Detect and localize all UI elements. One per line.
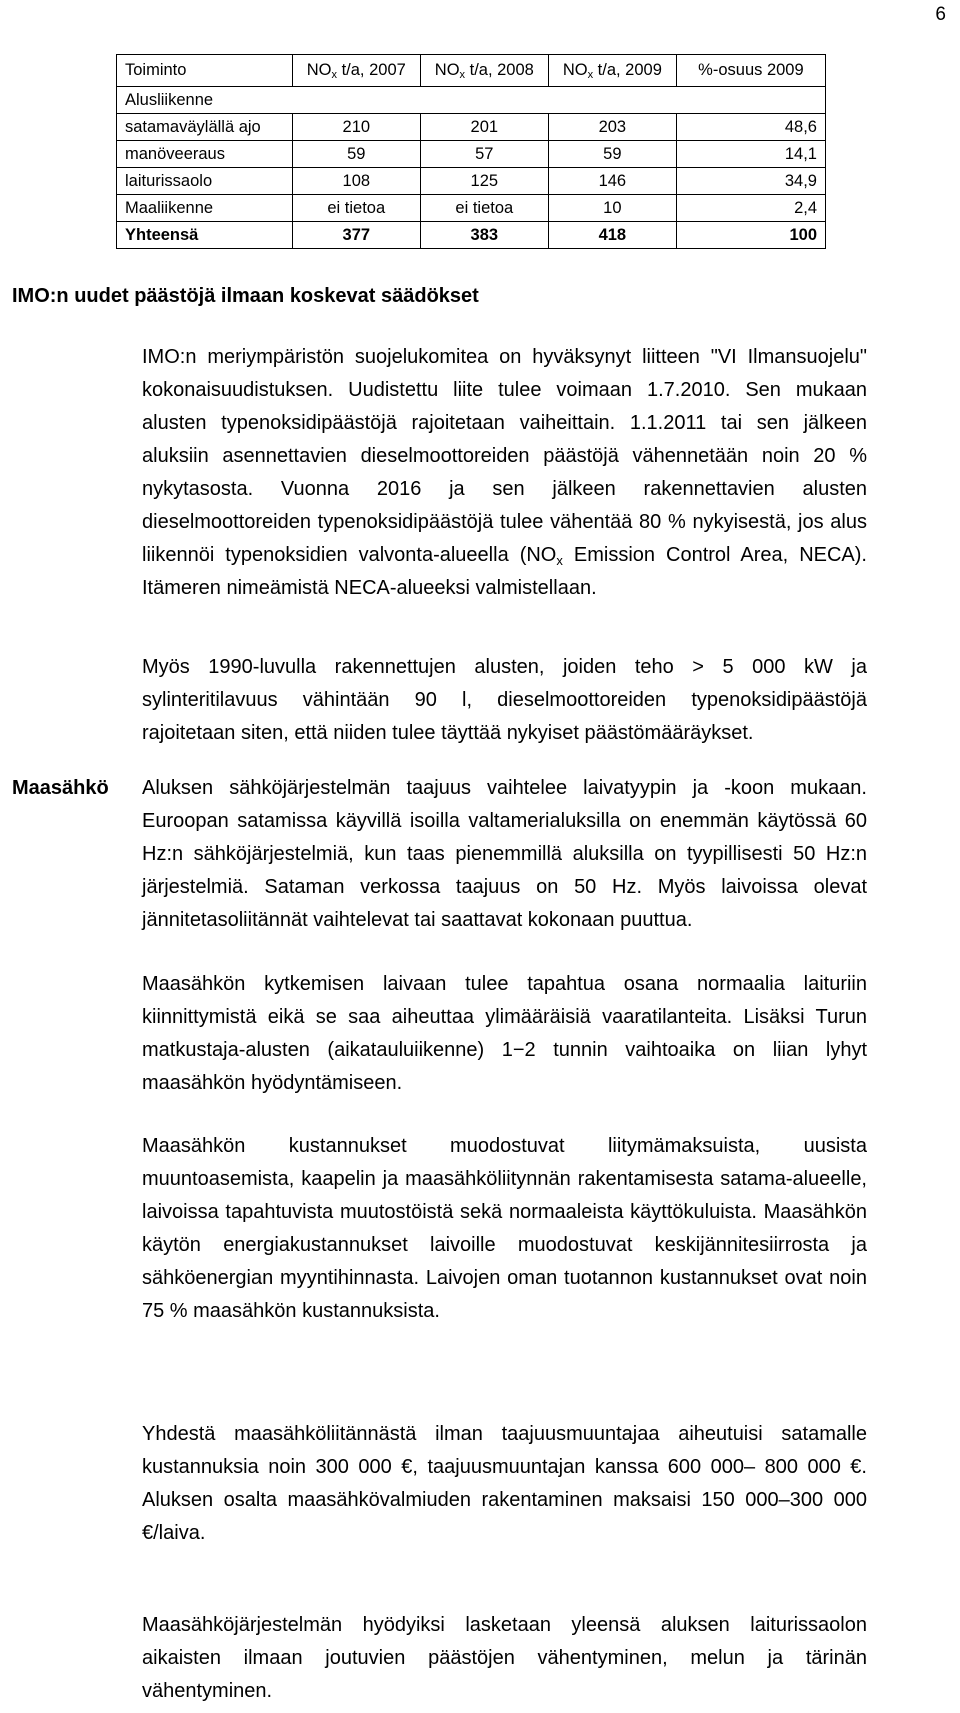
header-nox-2008: $NO_x$ t/a, 2008 <box>420 55 548 87</box>
side-label-maasahko: Maasähkö <box>12 777 109 799</box>
emissions-table <box>116 54 826 249</box>
header-nox-2009: $NO_x$ t/a, 2009 <box>548 55 676 87</box>
header-share-2009: %-osuus 2009 <box>676 55 825 87</box>
table-row: laiturissaolo 108 125 146 34,9 <box>117 168 826 195</box>
table-row: satamaväylällä ajo 210 201 203 48,6 <box>117 114 826 141</box>
table-header-row <box>117 55 826 87</box>
paragraph-benefits: Maasähköjärjestelmän hyödyiksi lasketaan yleensä aluksen laiturissaolon aikaisten ilmaan joutuvien päästöjen vähentyminen, melun ja tärinän vähentyminen. <box>142 1614 867 1702</box>
page-number: 6 <box>935 4 946 25</box>
table-group-row <box>117 87 826 114</box>
section-heading: IMO:n uudet päästöjä ilmaan koskevat säädökset <box>12 285 479 307</box>
paragraph-price: Yhdestä maasähköliitännästä ilman taajuusmuuntajaa aiheutuisi satamalle kustannuksia noin 300 000 €, taajuusmuuntajan kanssa 600 000– 800 000 €. Aluksen osalta maasähkövalmiuden rakentaminen maksaisi 150 000–300 000 €/laiva. <box>142 1423 867 1544</box>
group-label: Alusliikenne <box>117 87 293 114</box>
table-row: manöveeraus 59 57 59 14,1 <box>117 141 826 168</box>
paragraph-connection: Maasähkön kytkemisen laivaan tulee tapahtua osana normaalia laituriin kiinnittymistä eikä se saa aiheuttaa ylimääräisiä vaaratilanteita. Lisäksi Turun matkustaja-alusten (aikatauluiikenne) 1−2 tunnin vaihtoaika on liian lyhyt maasähkön hyödyntämiseen. <box>142 973 867 1094</box>
paragraph-frequency: Aluksen sähköjärjestelmän taajuus vaihtelee laivatyypin ja -koon mukaan. Euroopan satamissa käyvillä isoilla valtamerialuksilla on enemmän käytössä 60 Hz:n sähköjärjestelmiä, kun taas pienemmillä aluksilla on tyypillisesti 50 Hz:n järjestelmiä. Sataman verkossa taajuus on 50 Hz. Myös laivoissa olevat jännitetasoliitännät vaihtelevat tai saattavat kokonaan puuttua. <box>142 777 867 931</box>
paragraph-costs: Maasähkön kustannukset muodostuvat liitymämaksuista, uusista muuntoasemista, kaapelin ja maasähköliitynnän rakentamisesta satama-alueelle, laivoissa tapahtuvista muutostöistä sekä normaaleista käyttökuluista. Maasähkön käytön energiakustannukset laivoille muodostuvat keskijännitesiirrosta ja sähköenergian myyntihinnasta. Laivojen oman tuotannon kustannukset ovat noin 75 % maasähkön kustannuksista. <box>142 1135 867 1322</box>
paragraph-imo-annex: IMO:n meriympäristön suojelukomitea on hyväksynyt liitteen "VI Ilmansuojelu" kokonaisuudistuksen. Uudistettu liite tulee voimaan 1.7.2010. Sen mukaan alusten typenoksidipäästöjä rajoitetaan vaiheittain. 1.1.2011 tai sen jälkeen aluksiin asennettavien dieselmoottoreiden päästöjä vähennetään noin 20 % nykytasosta. Vuonna 2016 ja sen jälkeen rakennettavien alusten dieselmoottoreiden typenoksidipäästöjä tulee vähentää 80 % nykyisestä, jos alus liikennöi typenoksidien valvonta-alueella ($NO_x$ Emission Control Area, NECA). Itämeren nimeämistä NECA-alueeksi valmistellaan. <box>142 346 867 599</box>
header-nox-2007: $NO_x$ t/a, 2007 <box>292 55 420 87</box>
header-activity: Toiminto <box>117 55 293 87</box>
table-row: Maaliikenne ei tietoa ei tietoa 10 2,4 <box>117 195 826 222</box>
paragraph-imo-1990s: Myös 1990-luvulla rakennettujen alusten, joiden teho > 5 000 kW ja sylinteritilavuus vähintään 90 l, dieselmoottoreiden typenoksidipäästöjä rajoitetaan siten, että niiden tulee täyttää nykyiset päästömääräykset. <box>142 656 867 744</box>
table-total-row: Yhteensä 377 383 418 100 <box>117 222 826 249</box>
